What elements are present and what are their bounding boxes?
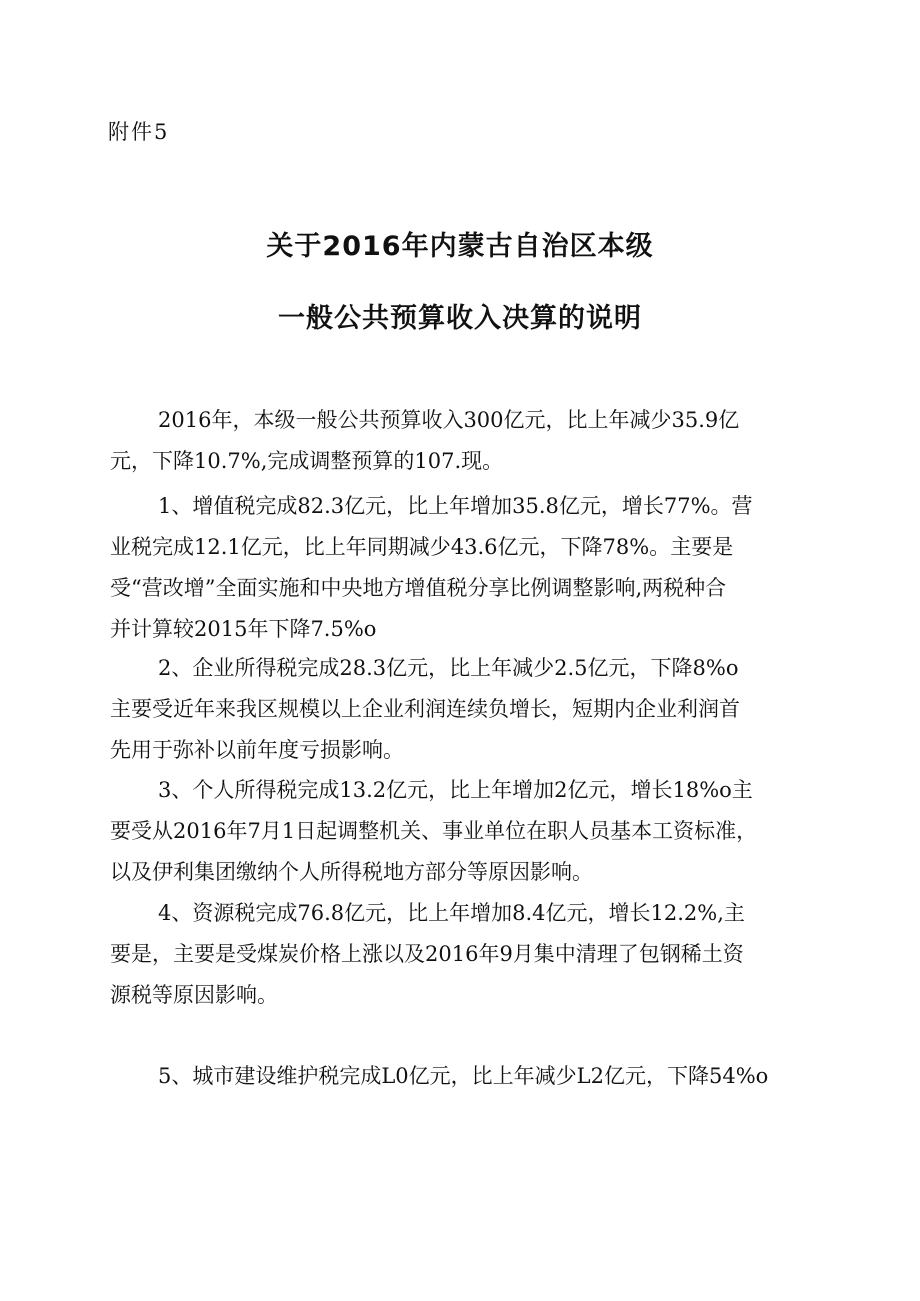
paragraph-corporate-income-tax xyxy=(110,648,816,771)
paragraph-line: 5、城市建设维护税完成L0亿元，比上年减少L2亿元，下降54%o xyxy=(158,1064,769,1088)
document-title-line-2: 一般公共预算收入决算的说明 xyxy=(278,303,642,334)
paragraph-personal-income-tax xyxy=(110,770,816,893)
paragraph-line: 受“营改增”全面实施和中央地方增值税分享比例调整影响,两税种合 xyxy=(110,576,727,600)
paragraph-line: 主要受近年来我区规模以上企业利润连续负增长，短期内企业利润首 xyxy=(110,697,740,721)
paragraph-line: 并计算较2015年下降7.5%o xyxy=(110,617,377,641)
paragraph-resource-tax xyxy=(110,893,816,1016)
document-title-line-1: 关于2016年内蒙古自治区本级 xyxy=(266,231,654,262)
paragraph-line: 先用于弥补以前年度亏损影响。 xyxy=(110,738,404,762)
paragraph-urban-construction-tax xyxy=(110,1056,816,1097)
paragraph-line: 元，下降10.7%,完成调整预算的107.现。 xyxy=(110,449,504,473)
paragraph-line: 4、资源税完成76.8亿元，比上年增加8.4亿元，增长12.2%,主 xyxy=(158,901,745,925)
paragraph-line: 业税完成12.1亿元，比上年同期减少43.6亿元，下降78%。主要是 xyxy=(110,535,734,559)
paragraph-line: 源税等原因影响。 xyxy=(110,983,278,1007)
paragraph-line: 2016年，本级一般公共预算收入300亿元，比上年减少35.9亿 xyxy=(158,408,740,432)
paragraph-line: 要受从2016年7月1日起调整机关、事业单位在职人员基本工资标准， xyxy=(110,819,758,843)
paragraph-line: 2、企业所得税完成28.3亿元，比上年减少2.5亿元，下降8%o xyxy=(158,656,739,680)
paragraph-line: 1、增值税完成82.3亿元，比上年增加35.8亿元，增长77%。营 xyxy=(158,494,753,518)
paragraph-vat xyxy=(110,486,816,650)
attachment-label: 附件5 xyxy=(108,120,170,144)
paragraph-line: 3、个人所得税完成13.2亿元，比上年增加2亿元，增长18%o主 xyxy=(158,778,753,802)
paragraph-line: 以及伊利集团缴纳个人所得税地方部分等原因影响。 xyxy=(110,860,593,884)
paragraph-summary xyxy=(110,400,816,482)
paragraph-line: 要是，主要是受煤炭价格上涨以及2016年9月集中清理了包钢稀土资 xyxy=(110,942,744,966)
